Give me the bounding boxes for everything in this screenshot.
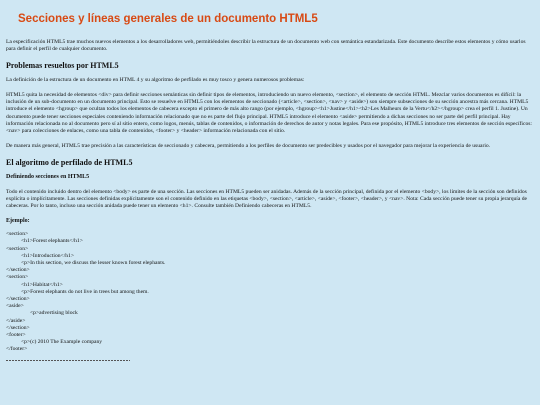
- code-line: <section>: [6, 274, 29, 281]
- code-line: </section>: [6, 267, 30, 274]
- example-label: Ejemplo:: [6, 218, 30, 225]
- code-line: <h1>Habitat</h1>: [21, 281, 63, 288]
- code-line: <p>advertising block: [30, 310, 78, 317]
- code-example: [6, 231, 534, 353]
- problems-paragraph-3: De manera más general, HTML5 trae precisión a las características de seccionado y cabecera, permitiendo a los perfiles de documento ser predecibles y usados por el navegador para mejorar la experiencia de usuario.: [6, 142, 491, 149]
- code-line: </aside>: [6, 317, 26, 324]
- defining-sections-paragraph: Todo el contenido incluido dentro del elemento <body> es parte de una sección. Las secciones en HTML5 pueden ser anidadas. Además de la sección principal, definida por el elemento <body>, los límites de la sección son definidos explícita o implícitamente. Las secciones definidas explícitamente son el contenido definido en las etiquetas <body>, <section>, <article>, <aside>, <footer>, <header>, y <nav>. Nota: Cada sección puede tener su propia jerarquía de cabeceras. Por lo tanto, incluso una sección anidada puede tener un elemento <h1>. Consulte también Definiendo cabeceras en HTML5.: [6, 188, 528, 210]
- code-line: <section>: [6, 231, 29, 238]
- code-line: <h1>Introduction</h1>: [21, 252, 75, 259]
- code-line: <footer>: [6, 332, 26, 339]
- code-line: <p>In this section, we discuss the lesser known forest elephants.: [21, 260, 166, 267]
- intro-paragraph: La especificación HTML5 trae muchos nuevos elementos a los desarrolladores web, permitiéndoles describir la estructura de un documento web con semántica estandarizada. Este documento describe estos elementos y cómo usarlos para definir el perfil de cualquier documento.: [6, 39, 526, 53]
- problems-paragraph-2: HTML5 quita la necesidad de elementos <div> para definir secciones semánticas sin definir tipos de elementos, introduciendo un nuevo elemento, <section>, el elemento de sección HTML. Mezclar varios documentos es difícil: la inclusión de un sub-documento en un documento principal. Esto se resuelve en HTML5 con los elementos de seccionado (<article>, <section>, <nav> y <aside>) son siempre subsecciones de su sección ancestra más cercana. HTML5 introduce el elemento <hgroup> que ocultan todos los elementos de cabecera excepto el primero de más alto rango (por ejemplo, <hgroup><h1>Justine</h1><h2>Les Malheurs de la Vertu</h2></hgroup> crea el perfil 1. Justine). Un documento puede tener secciones especiales conteniendo información relacionado que no es parte del flujo principal. HTML5 introduce el elemento <aside> permitiendo a dichas secciones no ser parte del perfil principal. Hay información relacionada no al documento pero sí al sitio entero, como logos, menús, tablas de contenidos, o información de derechos de autor y notas legales. Para ese propósito, HTML5 introduce tres elementos de sección específicos: <nav> para colecciones de enlaces, como una tabla de contenidos, <footer> y <header> información relacionada con el sitio.: [6, 92, 532, 134]
- section-heading-problems: Problemas resueltos por HTML5: [6, 61, 119, 71]
- code-line: <h1>Forest elephants</h1>: [21, 238, 83, 245]
- dashed-separator: [6, 360, 130, 361]
- code-line: </section>: [6, 296, 30, 303]
- code-line: <section>: [6, 245, 29, 252]
- code-line: <aside>: [6, 303, 24, 310]
- problems-paragraph-1: La definición de la estructura de un documento en HTML 4 y su algoritmo de perfilado es muy tosco y genera numerosos problemas:: [6, 77, 305, 84]
- page-title: Secciones y líneas generales de un documento HTML5: [18, 13, 318, 25]
- code-line: </section>: [6, 324, 30, 331]
- code-line: <p>Forest elephants do not live in trees but among them.: [21, 288, 149, 295]
- subheading-defining-sections: Definiendo secciones en HTML5: [6, 173, 90, 180]
- code-line: <p>(c) 2010 The Example company: [21, 339, 103, 346]
- code-line: </footer>: [6, 346, 28, 353]
- section-heading-algorithm: El algoritmo de perfilado de HTML5: [6, 157, 133, 167]
